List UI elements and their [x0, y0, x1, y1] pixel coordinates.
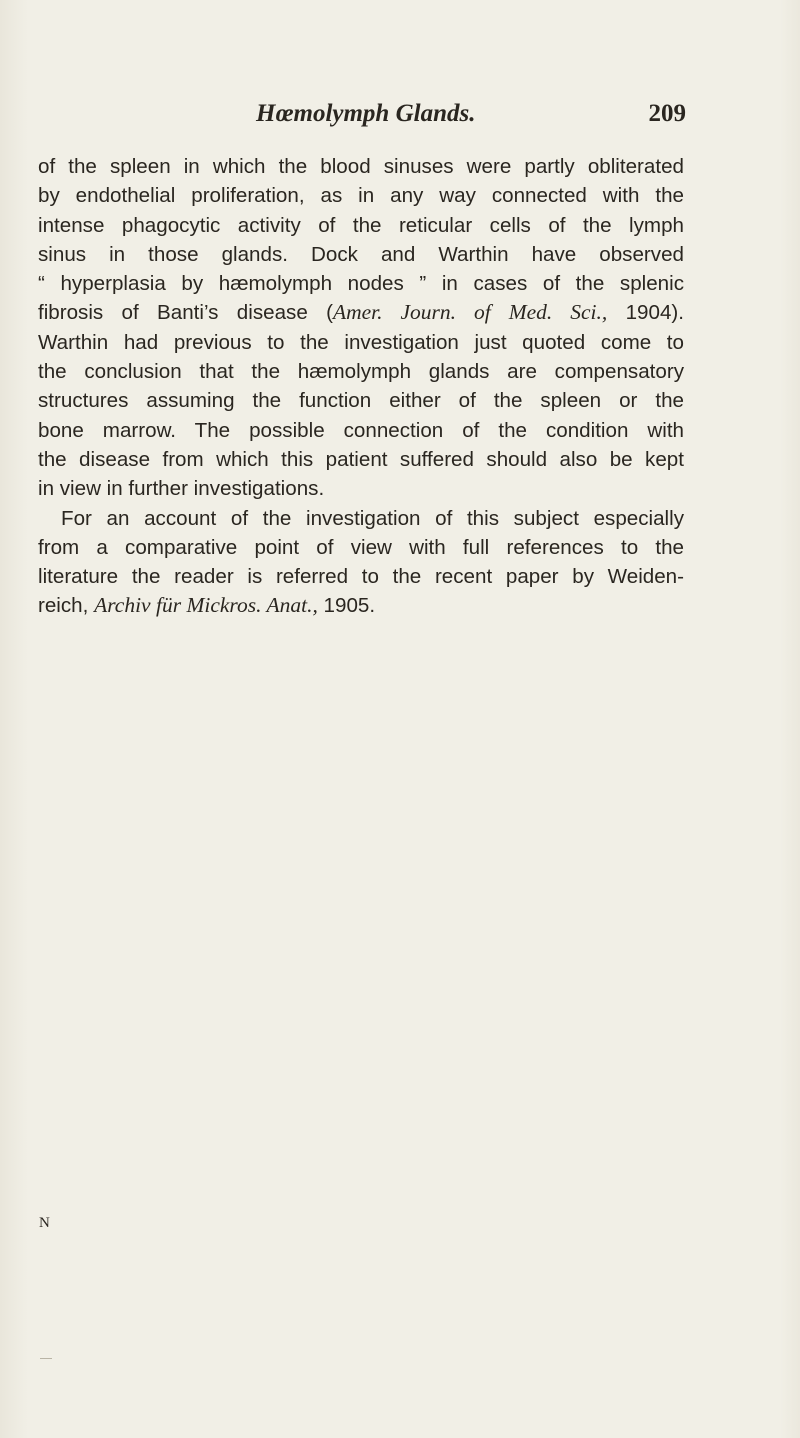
- page-number: 209: [648, 100, 686, 127]
- page-blemish: [40, 1358, 52, 1359]
- paragraph: [38, 504, 684, 621]
- text-line: bone marrow. The possible connection of the condition with: [38, 418, 684, 442]
- text-line: literature the reader is referred to the recent paper by Weiden-: [38, 565, 684, 589]
- body-text: [38, 152, 684, 621]
- text-line: “ hyperplasia by hæmolymph nodes ” in cases of the splenic: [38, 272, 684, 296]
- text-line: structures assuming the function either of the spleen or the: [38, 389, 684, 413]
- text-segment: 1904).: [607, 301, 684, 325]
- text-segment: 1905.: [317, 594, 376, 618]
- text-line: For an account of the investigation of this subject especially: [61, 506, 684, 530]
- text-line: from a comparative point of view with full references to the: [38, 535, 684, 559]
- text-line: the disease from which this patient suffered should also be kept: [38, 447, 684, 471]
- running-title: Hœmolymph Glands.: [256, 100, 476, 127]
- text-line: Warthin had previous to the investigation just quoted come to: [38, 330, 684, 354]
- citation-journal: Archiv für Mickros. Anat.,: [94, 593, 318, 618]
- signature-mark: N: [39, 1215, 50, 1231]
- citation-journal: Amer. Journ. of Med. Sci.,: [332, 300, 608, 325]
- text-line: the conclusion that the hæmolymph glands are compensatory: [38, 360, 684, 384]
- text-line: sinus in those glands. Dock and Warthin have observed: [38, 242, 684, 266]
- text-segment: fibrosis of Banti’s disease (: [38, 301, 333, 325]
- text-line: in view in further investigations.: [38, 477, 325, 501]
- text-line: of the spleen in which the blood sinuses were partly obliterated: [38, 155, 684, 178]
- running-head: [256, 100, 686, 136]
- text-line: [38, 298, 684, 327]
- text-segment: reich,: [38, 594, 95, 618]
- text-line: by endothelial proliferation, as in any way connected with the: [38, 184, 684, 208]
- text-line: [38, 591, 684, 620]
- text-line: intense phagocytic activity of the reticular cells of the lymph: [38, 213, 684, 237]
- paragraph: [38, 152, 684, 504]
